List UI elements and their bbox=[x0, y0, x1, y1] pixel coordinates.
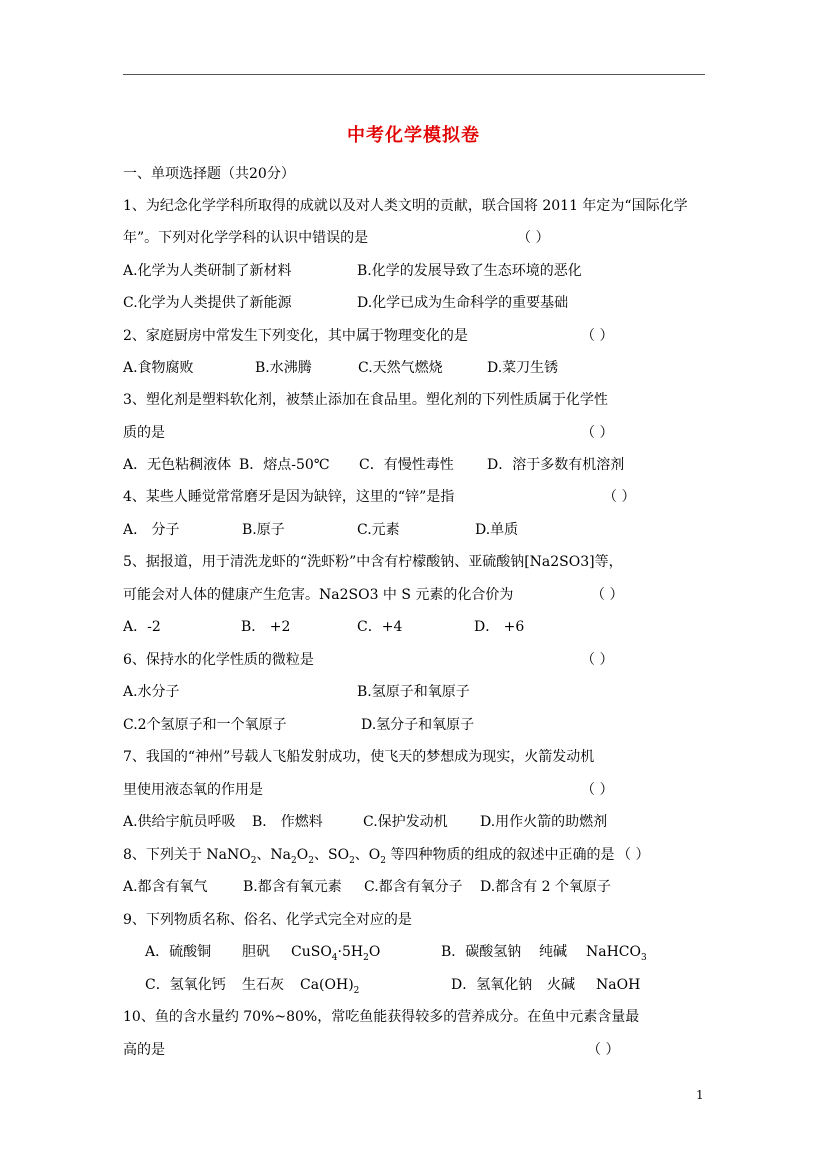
q5-answer-blank: （ ） bbox=[591, 587, 624, 603]
q8-answer-blank: （ ） bbox=[617, 847, 650, 863]
q3-stem-line2 bbox=[123, 423, 705, 443]
q10-stem: 高的是 bbox=[123, 1042, 165, 1058]
q5-option-d: D． +6 bbox=[474, 619, 525, 635]
q5-option-c: C．+4 bbox=[357, 619, 403, 635]
q2-option-d: D.菜刀生锈 bbox=[487, 360, 559, 376]
q7-stem-line2 bbox=[123, 780, 705, 800]
q9-option-b-formula: NaHCO$_3$ bbox=[586, 944, 647, 963]
q7-answer-blank: （ ） bbox=[581, 782, 614, 798]
q1-option-a: A.化学为人类研制了新材料 bbox=[123, 263, 292, 279]
q3-option-c: C．有慢性毒性 bbox=[359, 457, 454, 473]
q2-option-a: A.食物腐败 bbox=[123, 360, 194, 376]
q8-stem: 8、下列关于 NaNO$_2$、$Na_2O_2$、$SO_2$、$O_2$ 等四种物质的组成的叙述中正确的是 bbox=[123, 847, 615, 866]
q5-stem: 可能会对人体的健康产生危害。Na2SO3 中 S 元素的化合价为 bbox=[123, 587, 514, 603]
q7-option-a: A.供给宇航员呼吸 bbox=[123, 814, 236, 830]
q2-stem-line bbox=[123, 326, 705, 346]
q6-stem: 6、保持水的化学性质的微粒是 bbox=[123, 652, 314, 668]
q1-stem-line1: 1、为纪念化学学科所取得的成就以及对人类文明的贡献，联合国将 2011 年定为“国际化学 bbox=[123, 198, 688, 214]
q9-stem-line: 9、下列物质名称、俗名、化学式完全对应的是 bbox=[123, 912, 412, 928]
q1-stem: 年”。下列对化学学科的认识中错误的是 bbox=[123, 230, 369, 246]
q2-answer-blank: （ ） bbox=[581, 328, 614, 344]
q5-option-a: A．-2 bbox=[123, 619, 161, 635]
q5-stem-line2 bbox=[123, 585, 705, 605]
page-title: 中考化学模拟卷 bbox=[347, 125, 480, 146]
q6-answer-blank: （ ） bbox=[581, 652, 614, 668]
q8-option-b: B.都含有氧元素 bbox=[243, 879, 342, 895]
q1-answer-blank: （ ） bbox=[517, 230, 550, 246]
q3-option-b: B．熔点-50℃ bbox=[239, 457, 330, 473]
q7-option-d: D.用作火箭的助燃剂 bbox=[480, 814, 608, 830]
q10-stem-line2 bbox=[123, 1040, 705, 1060]
q9-option-d-name: D．氢氧化钠 bbox=[451, 977, 533, 993]
q3-option-a: A．无色粘稠液体 bbox=[123, 457, 232, 473]
q9-option-a-alias: 胆矾 bbox=[242, 944, 270, 960]
q5-stem-line1: 5、据报道，用于清洗龙虾的“洗虾粉”中含有柠檬酸钠、亚硫酸钠[Na2SO3]等， bbox=[123, 554, 623, 570]
q3-stem-line1: 3、塑化剂是塑料软化剂，被禁止添加在食品里。塑化剂的下列性质属于化学性 bbox=[123, 392, 608, 408]
q1-option-d: D.化学已成为生命科学的重要基础 bbox=[357, 295, 569, 311]
q8-stem-line bbox=[123, 845, 705, 871]
q6-option-d: D.氢分子和氧原子 bbox=[361, 717, 475, 733]
q4-stem: 4、某些人睡觉常常磨牙是因为缺锌，这里的“锌”是指 bbox=[123, 489, 455, 505]
q8-option-c: C.都含有氧分子 bbox=[364, 879, 463, 895]
q2-option-b: B.水沸腾 bbox=[255, 360, 312, 376]
q4-answer-blank: （ ） bbox=[603, 489, 636, 505]
q2-stem: 2、家庭厨房中常发生下列变化，其中属于物理变化的是 bbox=[123, 328, 468, 344]
q5-option-b: B． +2 bbox=[241, 619, 291, 635]
q6-option-b: B.氢原子和氧原子 bbox=[357, 684, 470, 700]
q8-option-a: A.都含有氧气 bbox=[123, 879, 208, 895]
q1-option-c: C.化学为人类提供了新能源 bbox=[123, 295, 292, 311]
q7-option-b: B． 作燃料 bbox=[252, 814, 323, 830]
q10-answer-blank: （ ） bbox=[587, 1042, 620, 1058]
q6-stem-line bbox=[123, 650, 705, 670]
q9-option-b-name: B．碳酸氢钠 bbox=[441, 944, 522, 960]
q4-option-d: D.单质 bbox=[475, 522, 519, 538]
header-rule bbox=[123, 74, 705, 75]
q7-option-c: C.保护发动机 bbox=[363, 814, 448, 830]
section-heading: 一、单项选择题（共20分） bbox=[123, 166, 295, 182]
q3-answer-blank: （ ） bbox=[581, 425, 614, 441]
q6-option-a: A.水分子 bbox=[123, 684, 180, 700]
page-number: 1 bbox=[696, 1088, 704, 1102]
q2-option-c: C.天然气燃烧 bbox=[358, 360, 443, 376]
q7-stem: 里使用液态氧的作用是 bbox=[123, 782, 263, 798]
q9-option-c-alias: 生石灰 bbox=[242, 977, 284, 993]
q3-option-d: D．溶于多数有机溶剂 bbox=[487, 457, 625, 473]
q9-option-c-formula: $Ca(OH)_2$ bbox=[300, 977, 360, 996]
q6-option-c: C.2个氢原子和一个氧原子 bbox=[123, 717, 287, 733]
q1-stem-line2 bbox=[123, 228, 705, 248]
q9-option-d-alias: 火碱 bbox=[547, 977, 575, 993]
q3-stem: 质的是 bbox=[123, 425, 165, 441]
q4-option-b: B.原子 bbox=[242, 522, 285, 538]
q4-option-a: A． 分子 bbox=[123, 522, 180, 538]
q9-option-a-formula: $CuSO_4\cdot 5H_2O$ bbox=[291, 944, 381, 963]
q9-option-b-alias: 纯碱 bbox=[539, 944, 567, 960]
q10-stem-line1: 10、鱼的含水量约 70%~80%，常吃鱼能获得较多的营养成分。在鱼中元素含量最 bbox=[123, 1009, 640, 1025]
q1-option-b: B.化学的发展导致了生态环境的恶化 bbox=[357, 263, 582, 279]
q9-option-c-name: C．氢氧化钙 bbox=[145, 977, 226, 993]
q9-option-d-formula: NaOH bbox=[596, 977, 641, 993]
q8-option-d: D.都含有 2 个氧原子 bbox=[480, 879, 611, 895]
q7-stem-line1: 7、我国的“神州”号载人飞船发射成功，使飞天的梦想成为现实，火箭发动机 bbox=[123, 749, 595, 765]
q9-option-a-name: A．硫酸铜 bbox=[145, 944, 212, 960]
q4-stem-line bbox=[123, 487, 705, 507]
q4-option-c: C.元素 bbox=[357, 522, 400, 538]
